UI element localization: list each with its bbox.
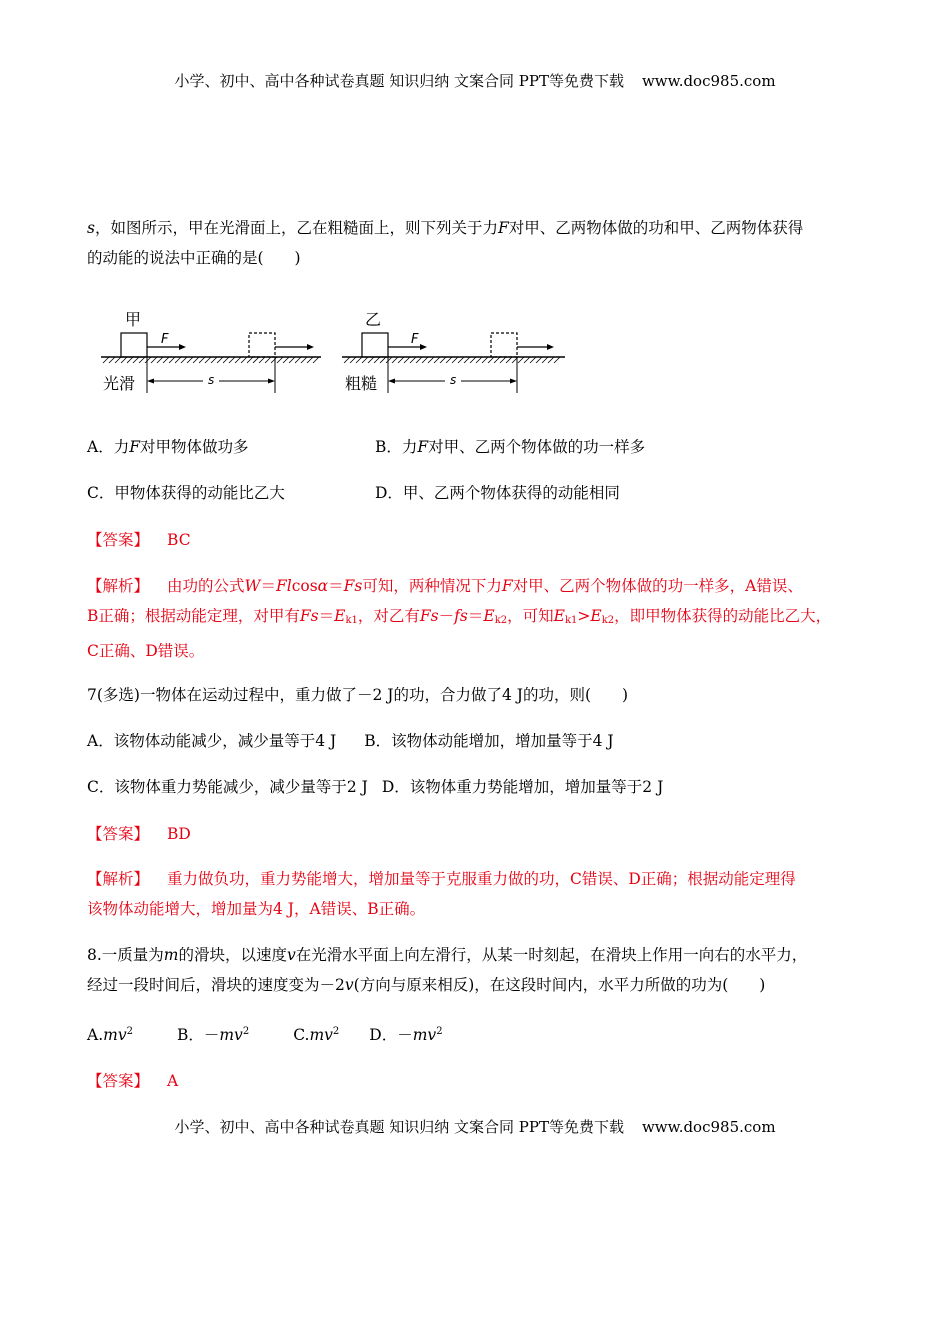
q8-option-d [369, 1026, 442, 1044]
q6-stem-text-1: ，如图所示，甲在光滑面上，乙在粗糙面上，则下列关于力 [94, 219, 498, 237]
q6-an-E2: E [483, 607, 495, 625]
page-header [0, 70, 950, 91]
q6-diagram [95, 305, 575, 405]
q6-analysis-label: 【解析】 [87, 577, 150, 595]
q6-option-b-F: F [417, 438, 429, 456]
q6-an-14: ，即甲物体获得的动能比乙大， [614, 607, 832, 625]
q6-an-k2: k2 [494, 615, 508, 626]
q8-option-a-sq: 2 [126, 1026, 133, 1037]
q8-answer-label: 【答案】 [87, 1072, 150, 1090]
q6-an-12: ，可知 [507, 607, 554, 625]
q7-options-ab [87, 729, 614, 751]
q7-answer-label: 【答案】 [87, 825, 150, 843]
q7-option-c: C．该物体重力势能减少，减少量等于2 J [87, 778, 368, 796]
q6-stem-text-2: 对甲、乙两物体做的功和甲、乙两物体获得 [508, 219, 804, 237]
q7-options-cd [87, 775, 663, 797]
block-yi-end [491, 333, 517, 357]
q8-s-2: 的滑块，以速度 [178, 946, 288, 964]
q6-an-Fl: Fl [275, 577, 292, 595]
q6-option-b [375, 435, 645, 457]
header-site: www.doc985.com [641, 72, 776, 90]
q8-option-a [87, 1026, 133, 1044]
q6-an-E4: E [590, 607, 602, 625]
q6-an-1: 由功的公式 [167, 577, 245, 595]
q6-an-3: cos [291, 577, 318, 595]
label-yi: 乙 [365, 310, 382, 329]
q6-an-7: B正确；根据动能定理，对甲有 [87, 607, 300, 625]
q6-an-E: E [334, 607, 346, 625]
label-rough: 粗糙 [345, 374, 378, 393]
force-arrowhead-right-end [547, 344, 554, 350]
q6-an-Fs: Fs [343, 577, 363, 595]
q6-answer-value: BC [167, 531, 191, 549]
q7-option-d: D．该物体重力势能增加，增加量等于2 J [381, 778, 664, 796]
q6-stem-line2: 的动能的说法中正确的是( ) [87, 249, 301, 267]
q6-an-4: ＝ [328, 577, 344, 595]
q6-stem [87, 213, 877, 273]
q6-an-E3: E [553, 607, 565, 625]
q6-an-Fs2: Fs [299, 607, 319, 625]
q8-answer [87, 1069, 178, 1091]
force-arrowhead-left [179, 344, 186, 350]
q6-option-a-text: 对甲物体做功多 [139, 438, 249, 456]
q6-an-6: 对甲、乙两个物体做的功一样多，A错误、 [512, 577, 803, 595]
q6-an-k1b: k1 [564, 615, 578, 626]
dim-arrow-right-a [388, 379, 395, 384]
q6-option-a-prefix: A．力 [87, 438, 130, 456]
ground-hatch-left [103, 357, 319, 363]
q6-option-a [87, 435, 248, 457]
q8-s-5: (方向与原来相反)，在这段时间内，水平力所做的功为( ) [353, 976, 766, 994]
q8-s-v: v [287, 946, 296, 964]
q8-s-3: 在光滑水平面上向左滑行，从某一时刻起，在滑块上作用一向右的水平力， [295, 946, 808, 964]
q7-option-b: B．该物体动能增加，增加量等于4 J [364, 732, 614, 750]
q6-analysis [87, 571, 877, 666]
q6-an-fs: fs [454, 607, 468, 625]
label-smooth: 光滑 [103, 374, 136, 393]
footer-site: www.doc985.com [641, 1118, 776, 1136]
q8-option-b-prefix: B．－ [176, 1026, 220, 1044]
q8-option-d-mv: mv [412, 1026, 437, 1044]
q6-answer-label: 【答案】 [87, 531, 150, 549]
q8-option-c-prefix: C. [293, 1026, 310, 1044]
block-jia-start [121, 333, 147, 357]
force-arrowhead-right [420, 344, 427, 350]
q6-an-W: W [244, 577, 261, 595]
force-arrowhead-left-end [307, 344, 314, 350]
q8-s-m: m [163, 946, 179, 964]
footer-text: 小学、初中、高中各种试卷真题 知识归纳 文案合同 PPT等免费下载 [174, 1118, 624, 1136]
q6-an-10: － [438, 607, 455, 625]
q8-s-4: 经过一段时间后，滑块的速度变为－2 [87, 976, 345, 994]
q7-stem: 7(多选)一物体在运动过程中，重力做了－2 J的功，合力做了4 J的功，则( ) [87, 686, 629, 704]
q6-an-11: ＝ [467, 607, 484, 625]
q6-F-var: F [497, 219, 509, 237]
q7-analysis [87, 864, 877, 924]
smooth-surface-figure [101, 310, 321, 393]
q8-option-a-prefix: A. [87, 1026, 104, 1044]
q6-an-k1: k1 [345, 615, 358, 626]
q7-answer-value: BD [167, 825, 191, 843]
dim-arrow-right-b [510, 379, 517, 384]
q8-option-c-mv: mv [309, 1026, 333, 1044]
q6-an-2: ＝ [260, 577, 276, 595]
q6-an-13: > [577, 607, 591, 625]
q6-option-a-F: F [129, 438, 140, 456]
q8-option-b-sq: 2 [242, 1026, 250, 1037]
q7-option-a: A．该物体动能减少，减少量等于4 J [87, 732, 337, 750]
q8-stem [87, 940, 877, 1000]
q6-an-8: ＝ [318, 607, 335, 625]
q8-answer-value: A [167, 1072, 179, 1090]
q6-option-b-text: 对甲、乙两个物体做的功一样多 [428, 438, 646, 456]
q8-option-c-sq: 2 [332, 1026, 340, 1037]
q7-an-1: 重力做负功，重力势能增大，增加量等于克服重力做的功，C错误、D正确；根据动能定理得 [167, 870, 796, 888]
rough-surface-figure [342, 310, 565, 393]
q7-analysis-label: 【解析】 [87, 870, 150, 888]
label-F-right: F [411, 332, 419, 347]
label-jia: 甲 [125, 310, 142, 329]
page-footer [0, 1116, 950, 1137]
label-s-left: s [208, 373, 215, 387]
q6-an-15: C正确、D错误。 [87, 642, 205, 660]
q6-an-alpha: α [317, 577, 329, 595]
header-text: 小学、初中、高中各种试卷真题 知识归纳 文案合同 PPT等免费下载 [174, 72, 624, 90]
q6-s-var: s [87, 219, 95, 237]
q6-an-F: F [501, 577, 513, 595]
q8-s-1: 8.一质量为 [87, 946, 164, 964]
q8-options [87, 1023, 443, 1045]
q6-an-k2b: k2 [601, 615, 615, 626]
block-jia-end [249, 333, 275, 357]
q8-option-c [293, 1026, 339, 1044]
q6-an-Fs3: Fs [419, 607, 439, 625]
q8-option-b [177, 1026, 249, 1044]
q6-answer [87, 528, 191, 550]
q7-an-2: 该物体动能增大，增加量为4 J，A错误、B正确。 [87, 900, 426, 918]
q6-option-c: C．甲物体获得的动能比乙大 [87, 484, 285, 502]
q8-option-d-sq: 2 [436, 1026, 443, 1037]
q8-option-a-mv: mv [103, 1026, 127, 1044]
q6-option-b-prefix: B．力 [375, 438, 418, 456]
q8-option-b-mv: mv [219, 1026, 243, 1044]
ground-hatch-right [344, 357, 560, 363]
block-yi-start [362, 333, 388, 357]
dim-arrow-left-a [147, 379, 154, 384]
dim-arrow-left-b [268, 379, 275, 384]
label-F-left: F [161, 332, 169, 347]
q7-answer [87, 822, 191, 844]
q6-an-9: ，对乙有 [357, 607, 420, 625]
label-s-right: s [450, 373, 457, 387]
q8-option-d-prefix: D．－ [369, 1026, 413, 1044]
q6-option-d: D．甲、乙两个物体获得的动能相同 [375, 484, 620, 502]
q6-an-5: 可知，两种情况下力 [362, 577, 502, 595]
q8-s-v2: v [344, 976, 354, 994]
